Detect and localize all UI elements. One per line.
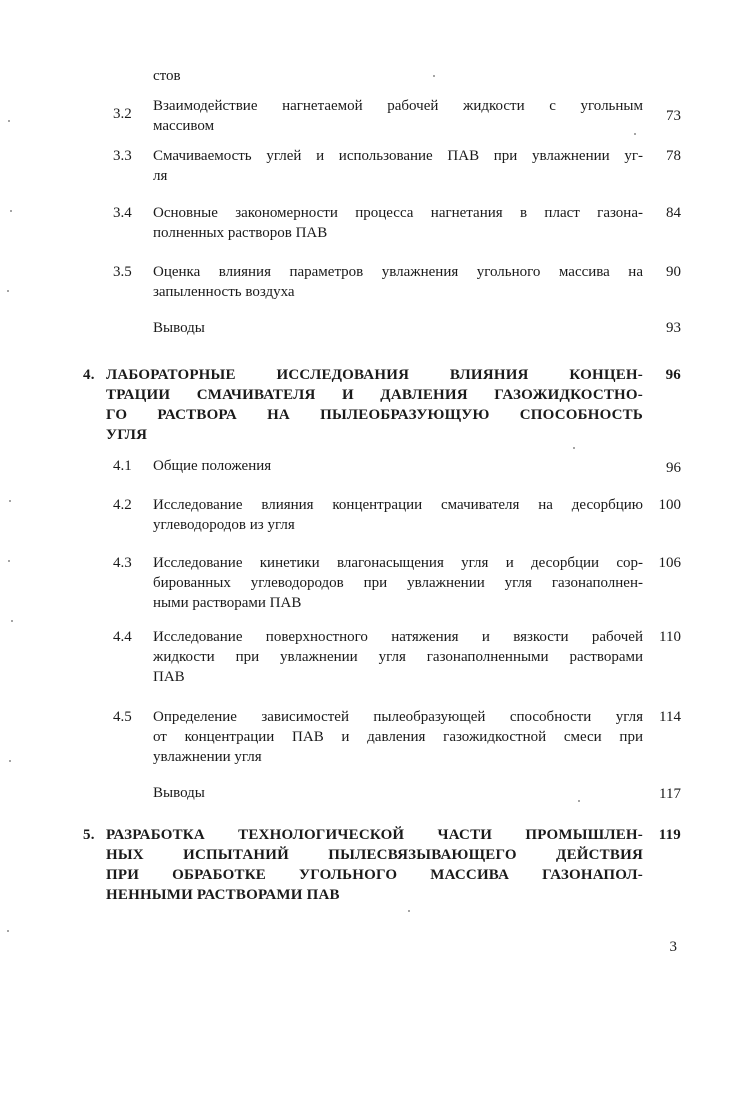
page-ref: 100 xyxy=(658,497,681,513)
entry-title-line-2: массивом xyxy=(153,118,215,134)
page-ref: 117 xyxy=(659,786,681,802)
chapter-number: 5. xyxy=(83,827,95,843)
entry-title-line-1: Оценка влияния параметров увлажнения угольного массива на xyxy=(153,264,643,280)
section-number: 3.3 xyxy=(113,148,132,164)
page-number: 3 xyxy=(669,939,677,955)
chapter-title-line-2: НЫХ ИСПЫТАНИЙ ПЫЛЕСВЯЗЫВАЮЩЕГО ДЕЙСТВИЯ xyxy=(106,847,643,863)
entry-title-line-1: Выводы xyxy=(153,320,205,336)
entry-title-line-1: Определение зависимостей пылеобразующей способности угля xyxy=(153,709,643,725)
entry-title-line-3: ПАВ xyxy=(153,669,185,685)
page-ref: 90 xyxy=(666,264,681,280)
entry-title-line-2: полненных растворов ПАВ xyxy=(153,225,328,241)
entry-title-line-1: Основные закономерности процесса нагнетания в пласт газона- xyxy=(153,205,643,221)
page-ref: 96 xyxy=(666,460,681,476)
entry-title-line-1: Исследование поверхностного натяжения и вязкости рабочей xyxy=(153,629,643,645)
page-ref: 96 xyxy=(665,367,681,383)
section-number: 3.4 xyxy=(113,205,132,221)
section-number: 4.3 xyxy=(113,555,132,571)
page-ref: 93 xyxy=(666,320,681,336)
page-ref: 84 xyxy=(666,205,681,221)
entry-title-line-2: от концентрации ПАВ и давления газожидкостной смеси при xyxy=(153,729,643,745)
section-number: 4.5 xyxy=(113,709,132,725)
entry-title-line-2: жидкости при увлажнении угля газонаполненными растворами xyxy=(153,649,643,665)
entry-title-line-1: Общие положения xyxy=(153,458,272,474)
chapter-title-line-4: УГЛЯ xyxy=(106,427,148,443)
section-number: 4.1 xyxy=(113,458,132,474)
chapter-title-line-1: РАЗРАБОТКА ТЕХНОЛОГИЧЕСКОЙ ЧАСТИ ПРОМЫШЛЕН- xyxy=(106,827,643,843)
chapter-title-line-3: ГО РАСТВОРА НА ПЫЛЕОБРАЗУЮЩУЮ СПОСОБНОСТЬ xyxy=(106,407,643,423)
section-number: 4.4 xyxy=(113,629,132,645)
chapter-title-line-4: НЕННЫМИ РАСТВОРАМИ ПАВ xyxy=(106,887,340,903)
entry-title-line-1: Смачиваемость углей и использование ПАВ при увлажнении уг- xyxy=(153,148,643,164)
toc-continuation-line: стов xyxy=(153,68,181,84)
entry-title-line-2: углеводородов из угля xyxy=(153,517,295,533)
entry-title-line-1: Исследование кинетики влагонасыщения угля и десорбции сор- xyxy=(153,555,643,571)
entry-title-line-2: бированных углеводородов при увлажнении угля газонаполнен- xyxy=(153,575,643,591)
page-ref: 78 xyxy=(666,148,681,164)
entry-title-line-1: Выводы xyxy=(153,785,205,801)
page-ref: 110 xyxy=(659,629,681,645)
entry-title-line-1: Взаимодействие нагнетаемой рабочей жидкости с угольным xyxy=(153,98,643,114)
entry-title-line-1: Исследование влияния концентрации смачивателя на десорбцию xyxy=(153,497,643,513)
page-ref: 73 xyxy=(666,108,681,124)
chapter-title-line-3: ПРИ ОБРАБОТКЕ УГОЛЬНОГО МАССИВА ГАЗОНАПОЛ- xyxy=(106,867,643,883)
entry-title-line-3: ными растворами ПАВ xyxy=(153,595,302,611)
section-number: 4.2 xyxy=(113,497,132,513)
section-number: 3.5 xyxy=(113,264,132,280)
chapter-number: 4. xyxy=(83,367,95,383)
entry-title-line-2: ля xyxy=(153,168,168,184)
section-number: 3.2 xyxy=(113,106,132,122)
page-ref: 114 xyxy=(659,709,681,725)
page-ref: 106 xyxy=(658,555,681,571)
chapter-title-line-2: ТРАЦИИ СМАЧИВАТЕЛЯ И ДАВЛЕНИЯ ГАЗОЖИДКОСТНО- xyxy=(106,387,643,403)
page-ref: 119 xyxy=(658,827,681,843)
chapter-title-line-1: ЛАБОРАТОРНЫЕ ИССЛЕДОВАНИЯ ВЛИЯНИЯ КОНЦЕН- xyxy=(106,367,643,383)
entry-title-line-3: увлажнении угля xyxy=(153,749,262,765)
entry-title-line-2: запыленность воздуха xyxy=(153,284,295,300)
